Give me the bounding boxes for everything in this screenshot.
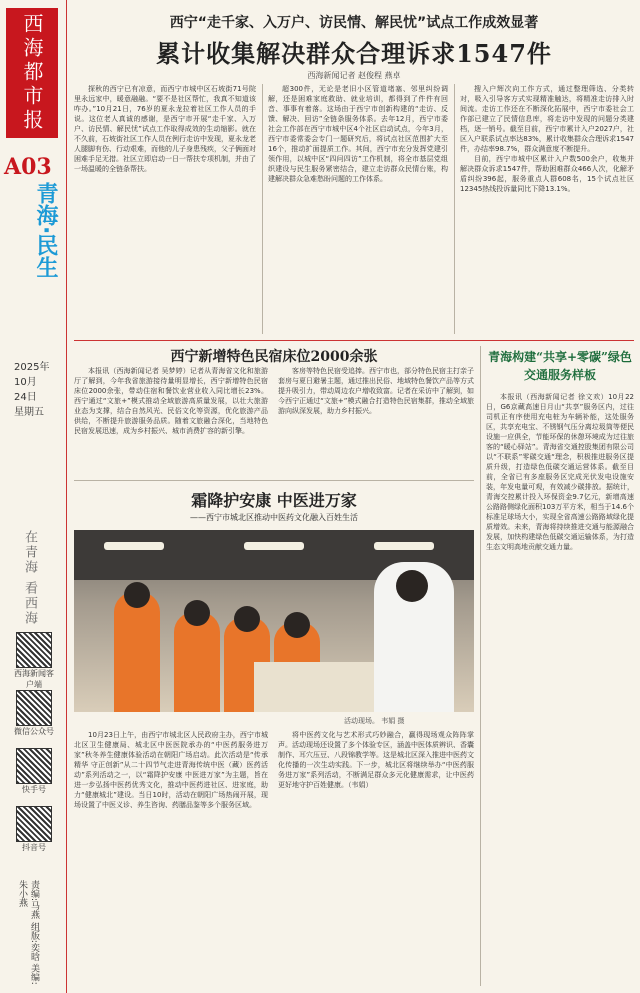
- second-headline: 西宁新增特色民宿床位2000余张: [170, 349, 378, 365]
- photo-light: [104, 542, 164, 550]
- paragraph: 本报讯（西海新闻记者 吴梦婷）记者从青海省文化和旅游厅了解到，今年我省旅游接待量明显增长，西宁新增特色民宿床位2000余张，带动住宿和餐饮业营业收入同比增长23%。西宁通过“文旅+”模式推动全域旅游高质量发展，以壮大旅游业态为支撑，结合自然风光、民俗文化等资源，优化旅游产品供给，不断提升旅游服务品质。随着文旅融合深化，当地特色民宿发展迅速，成为乡村振兴、城市消费扩容的新引擎。: [74, 367, 268, 435]
- paragraph: 将中医药文化与艺术形式巧妙融合，赢得现场观众阵阵掌声。活动现场还设置了多个体验专区，涵盖中医体质辨识、香囊制作、耳穴压豆、八段锦教学等。这是城北区深入推进中医药文化传播的一次生动实践。下一步，城北区将继续举办“中医药服务进万家”系列活动，不断满足群众多元化健康需求，让中医药更好地守护百姓健康。（韦娟）: [278, 731, 474, 789]
- section-title: 青海·民生: [33, 182, 58, 279]
- photo-child-head: [234, 606, 260, 632]
- newspaper-logo: 西海都市报: [6, 8, 58, 138]
- top-kicker: 西宁“走千家、入万户、访民情、解民忧”试点工作成效显著: [169, 15, 539, 31]
- qr-code-icon: [16, 690, 52, 726]
- column-divider: [454, 84, 455, 334]
- photo-child: [114, 592, 160, 712]
- top-col-2: [268, 84, 448, 334]
- date-month: 10月: [14, 377, 37, 388]
- paragraph: 超300件，无论是老旧小区管道堵塞、邻里纠纷调解，还是困难家庭救助、就业培训，都得到了件件有回音、事事有着落。这场由于西宁市创新构建的“走访、反馈、解决、回访”全链条服务体系。去年12月，西宁市委社会工作部在西宁市城中区4个社区启动试点，今年3月，西宁市委常委会专门一题研究后，将试点社区范围扩大至16个，推动扩面提质工作。其间，西宁市充分发挥党建引领作用，以城中区“四问四访”工作机制，将全市基层党组织建设与民生服务紧密结合，建立走访群众民情台账，构建解决群众急难愁盼问题的工作体系。: [268, 85, 448, 183]
- date-day: 24日: [14, 392, 37, 403]
- qr-label: 抖音号: [22, 843, 46, 852]
- column-divider: [262, 84, 263, 334]
- feature-subhead: ——西宁市城北区推动中医药文化融入百姓生活: [190, 513, 358, 522]
- photo-light: [374, 542, 434, 550]
- feature-col-1: [74, 730, 268, 985]
- paragraph: 客房等特色民宿受追捧。西宁市也，部分特色民宿主打亲子套房与夏日避暑主题，通过推出民俗、地域特色餐饮产品等方式提升吸引力，带动周边农户增收致富。记者在采访中了解到，如今西宁正通过“文旅+”模式融合打造特色民宿集群，推动全域旅游向纵深发展，助力乡村振兴。: [278, 367, 474, 415]
- page-number: A03: [4, 154, 52, 180]
- section-rule: [74, 480, 474, 481]
- qr-code-icon: [16, 632, 52, 668]
- paragraph: 本报讯（西海新闻记者 徐文欢）10月22日，G6京藏高速日月山“共享”服务区内，过往司机正有序使用充电桩为车辆补能，这处服务区，共享充电宝、不锈钢气压分离垃圾筒等便民设施一应俱全，节能环保的休憩环境成为过往旅客的“暖心驿站”。青海省交通控股集团有限公司以“不联系”零碳交通“理念，积极推进服务区提质升级，打造绿色低碳交通运营体系。截至目前，全省已有多座服务区完成光伏发电设施安装，年发电量可观，有效减少碳排放。据统计，青海交控累计投入环保资金9.7亿元，新增高速公路路侧绿化面积103万平方米，相当于14.6个标准足球场大小，实现全省高速公路路域绿化提质增效。未来，青海将持续推进交通与能源融合发展，加快构建绿色低碳交通运输体系，为打造生态文明高地贡献交通力量。: [486, 393, 634, 551]
- qr-client[interactable]: [14, 632, 54, 690]
- photo-caption: 活动现场。 韦娟 摄: [344, 717, 405, 725]
- paragraph: 10月23日上午，由西宁市城北区人民政府主办，西宁市城北区卫生健康局、城北区中医医院承办的“中医药服务进万家”秋冬养生健康体验活动在朝阳广场启动。此次活动是“传承精华 守正创新”从二十四节气走进青海传统中医（藏）医药活动”系列活动之一，以“霜降护安康 中医进万家”为主题，旨在进一步弘扬中医药优秀文化，推动中医药进社区、进家庭，助力“健康城北”建设。当日10时，活动在朝阳广场热闹开展，现场设置了中医义诊、养生咨询、药膳品鉴等多个服务区域。: [74, 731, 268, 809]
- photo-doctor-head: [396, 570, 428, 602]
- second-col-2: [278, 366, 474, 476]
- masthead-sidebar: [0, 0, 67, 993]
- qr-label: 西海新闻客户端: [14, 669, 54, 689]
- column-divider: [480, 346, 481, 986]
- qr-code-icon: [16, 806, 52, 842]
- photo-table: [254, 662, 394, 712]
- photo-child-head: [124, 582, 150, 608]
- photo-light: [244, 542, 304, 550]
- editor-credits: 责编:马燕 组版:奕晗 美编:朱小燕: [17, 880, 39, 985]
- second-col-1: [74, 366, 268, 476]
- section-rule: [74, 340, 634, 341]
- page-content: [74, 0, 634, 993]
- feature-col-2: [278, 730, 474, 985]
- photo-child: [174, 612, 220, 712]
- top-col-3: [460, 84, 634, 334]
- paragraph: 目前，西宁市城中区累计入户数500余户，收集并解决群众诉求1547件，帮助困难群众466人次，化解矛盾纠纷396起，服务重点人群608名，15个试点社区12345热线投诉量同比下降13.1%。: [460, 155, 634, 193]
- qr-label: 快手号: [22, 785, 46, 794]
- top-byline: 西海新闻记者 赵俊程 燕卓: [307, 71, 401, 80]
- date-weekday: 星期五: [14, 407, 44, 418]
- issue-date: [14, 360, 49, 420]
- photo-child-head: [284, 612, 310, 638]
- photo-child-head: [184, 600, 210, 626]
- slogan: 在青海 看西海: [22, 530, 37, 627]
- qr-douyin[interactable]: [14, 806, 54, 853]
- qr-code-icon: [16, 748, 52, 784]
- qr-label: 微信公众号: [14, 727, 54, 736]
- paragraph: 搜入户辉次向工作方式，通过整理筛选、分类转对，吸入引导客方式实现精准触达，将精准走访排入时间流。走访工作还在不断深化拓展中，西宁市委社会工作部已建立了民情信息库，将走访中发现的问题分类建档，逐一销号。截至目前，西宁市累计入户2027户，社区入户联系试点率达83%，累计收集群众合理诉求1547件，办结率98.7%，群众满意度不断提升。: [460, 85, 634, 153]
- right-body: [486, 392, 634, 987]
- top-headline: 累计收集解决群众合理诉求1547件: [156, 39, 552, 68]
- feature-headline: 霜降护安康 中医进万家: [191, 491, 357, 510]
- qr-wechat[interactable]: [14, 690, 54, 737]
- top-col-1: [74, 84, 256, 334]
- date-year: 2025年: [14, 362, 50, 373]
- paragraph: 探秋的西宁已有凉意，而西宁市城中区石坡街71号院里永远家中，暖意融融。“要不是社区帮忙，我真不知道该咋办。”10月21日，76岁的夏永龙拉着社区工作人员的手说。这位老人真诚的感谢，是西宁市开展“走千家、入万户、访民情、解民忧”试点工作取得成效的生动缩影。就在不久前，石坡街社区工作人员在例行走访中发现，夏永龙老人腿脚有伤、行动艰难，而他的儿子身患残疾，父子俩面对困难手足无措。社区立即启动一日一帮扶专项机制，并由了一场温暖的全链条帮扶。: [74, 85, 256, 173]
- right-headline: 青海构建“共享+零碳”绿色交通服务样板: [488, 350, 632, 382]
- qr-kuaishou[interactable]: [14, 748, 54, 795]
- feature-photo: [74, 530, 474, 712]
